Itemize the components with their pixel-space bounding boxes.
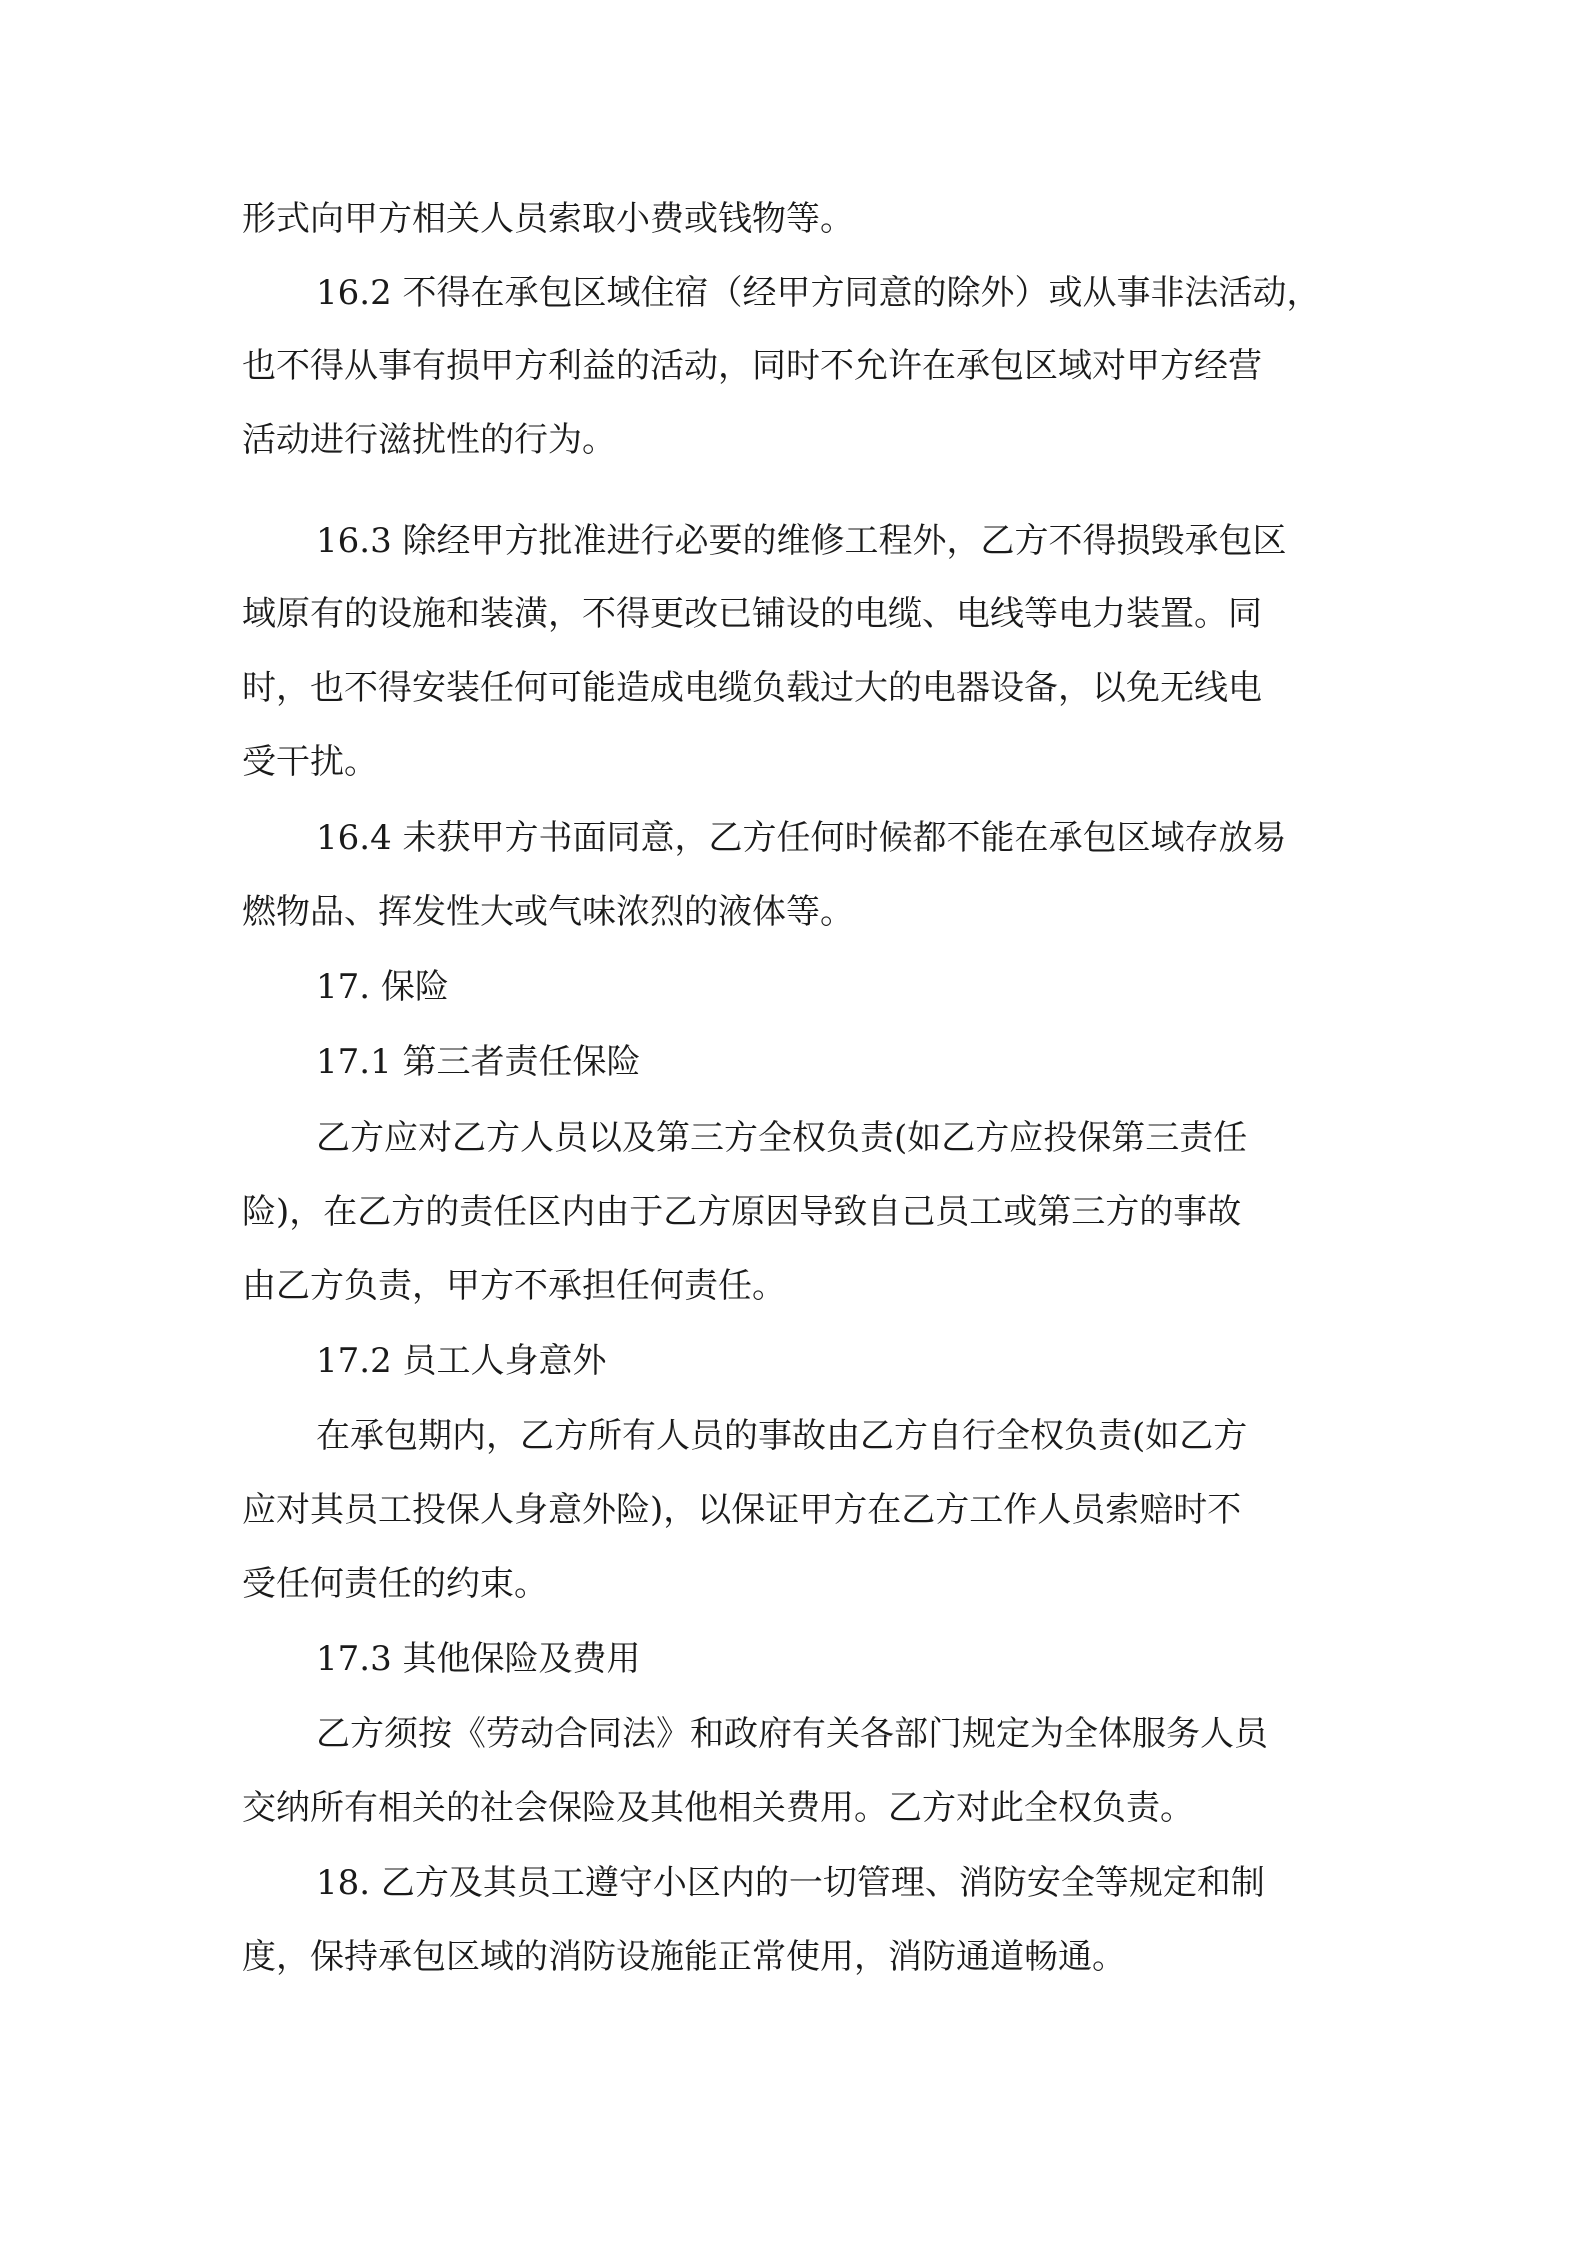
text-line: 17.2 员工人身意外 bbox=[316, 1341, 607, 1381]
text-line: 17. 保险 bbox=[316, 967, 449, 1007]
text-line: 度，保持承包区域的消防设施能正常使用，消防通道畅通。 bbox=[242, 1937, 1126, 1977]
text-line: 16.2 不得在承包区域住宿（经甲方同意的除外）或从事非法活动， bbox=[316, 273, 1321, 313]
text-line: 活动进行滋扰性的行为。 bbox=[242, 420, 616, 460]
text-line: 16.3 除经甲方批准进行必要的维修工程外，乙方不得损毁承包区 bbox=[316, 521, 1287, 561]
text-line: 应对其员工投保人身意外险)，以保证甲方在乙方工作人员索赔时不 bbox=[242, 1490, 1242, 1530]
text-line: 形式向甲方相关人员索取小费或钱物等。 bbox=[242, 199, 854, 239]
text-line: 由乙方负责，甲方不承担任何责任。 bbox=[242, 1266, 786, 1306]
text-line: 受干扰。 bbox=[242, 742, 378, 782]
text-line: 17.3 其他保险及费用 bbox=[316, 1639, 641, 1679]
text-line: 燃物品、挥发性大或气味浓烈的液体等。 bbox=[242, 892, 854, 932]
text-line: 乙方须按《劳动合同法》和政府有关各部门规定为全体服务人员 bbox=[316, 1714, 1268, 1754]
text-line: 18. 乙方及其员工遵守小区内的一切管理、消防安全等规定和制 bbox=[316, 1863, 1265, 1903]
text-line: 乙方应对乙方人员以及第三方全权负责(如乙方应投保第三责任 bbox=[316, 1118, 1248, 1158]
text-line: 时，也不得安装任何可能造成电缆负载过大的电器设备，以免无线电 bbox=[242, 668, 1262, 708]
text-line: 交纳所有相关的社会保险及其他相关费用。乙方对此全权负责。 bbox=[242, 1788, 1194, 1828]
text-line: 也不得从事有损甲方利益的活动，同时不允许在承包区域对甲方经营 bbox=[242, 346, 1262, 386]
text-line: 17.1 第三者责任保险 bbox=[316, 1042, 641, 1082]
text-line: 16.4 未获甲方书面同意，乙方任何时候都不能在承包区域存放易 bbox=[316, 818, 1287, 858]
text-line: 在承包期内，乙方所有人员的事故由乙方自行全权负责(如乙方 bbox=[316, 1416, 1248, 1456]
text-line: 域原有的设施和装潢，不得更改已铺设的电缆、电线等电力装置。同 bbox=[242, 594, 1262, 634]
text-line: 险)，在乙方的责任区内由于乙方原因导致自己员工或第三方的事故 bbox=[242, 1192, 1242, 1232]
text-line: 受任何责任的约束。 bbox=[242, 1564, 548, 1604]
